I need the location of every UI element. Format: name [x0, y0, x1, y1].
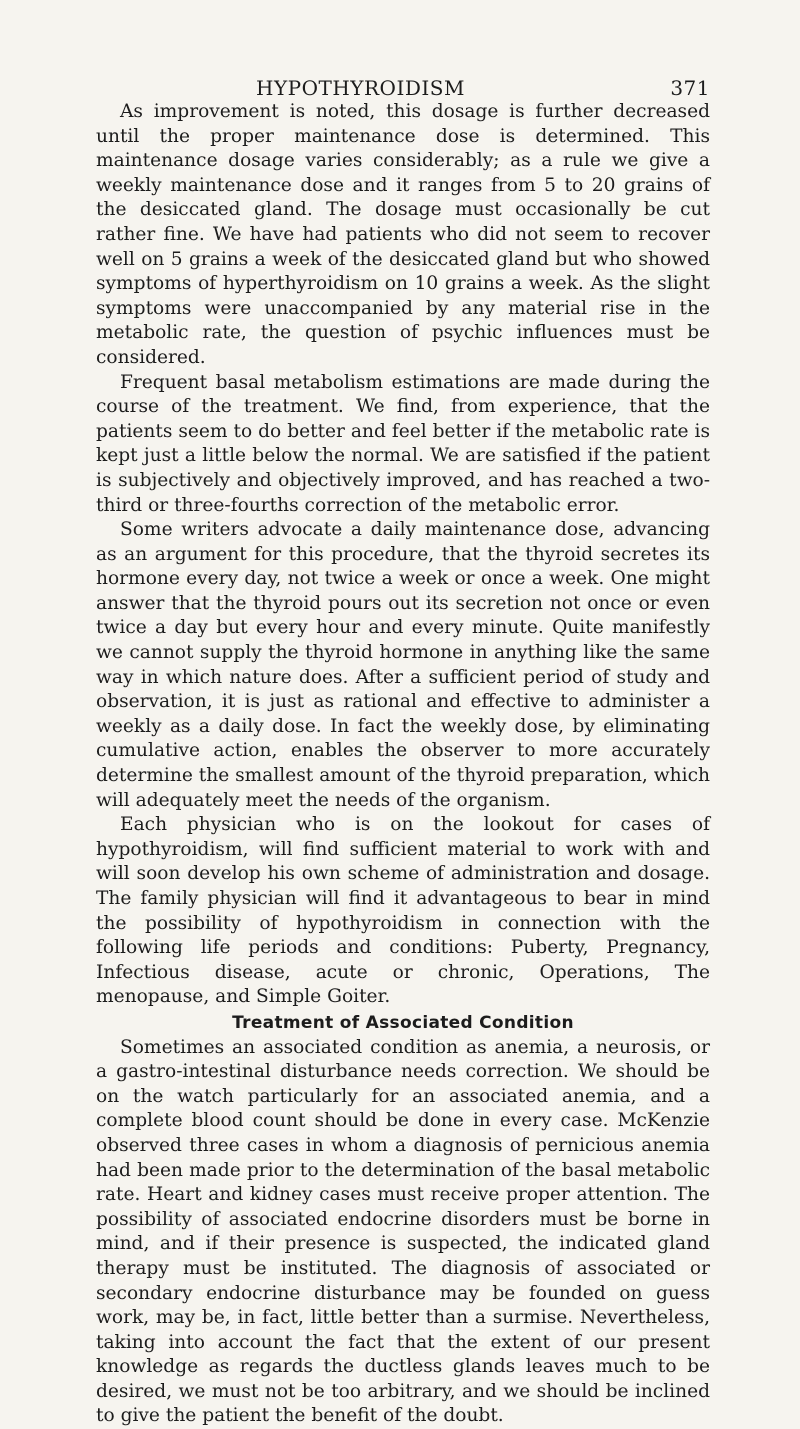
page-number: 371	[670, 76, 710, 100]
paragraph-metabolism-estimations: Frequent basal metabolism estimations are made during the course of the treatment. We find, from experience, that the patients seem to do better and feel better if the metabolic rate is kept just a little below the normal. We are satisfied if the patient is subjectively and objectively improved, and has reached a two-third or three-fourths correction of the metabolic error.	[96, 371, 710, 516]
running-title: HYPOTHYROIDISM	[256, 76, 465, 100]
section-heading: Treatment of Associated Condition	[232, 1012, 574, 1033]
paragraph-maintenance-dose: As improvement is noted, this dosage is further decreased until the proper maintenance dose is determined. This maintenance dosage varies considerably; as a rule we give a weekly maintenance dose and it ranges from 5 to 20 grains of the desiccated gland. The dosage must occasionally be cut rather fine. We have had patients who did not seem to recover well on 5 grains a week of the desiccated gland but who showed symptoms of hyperthyroidism on 10 grains a week. As the slight symptoms were unaccompanied by any material rise in the metabolic rate, the question of psychic influences must be considered.	[96, 101, 710, 368]
running-head	[96, 76, 710, 102]
paragraph-life-periods: Each physician who is on the lookout for cases of hypothyroidism, will find sufficient material to work with and will soon develop his own scheme of administration and dosage. The family physician will find it advantageous to bear in mind the possibility of hypothyroidism in connection with the following life periods and conditions: Puberty, Pregnancy, Infectious disease, acute or chronic, Operations, The menopause, and Simple Goiter.	[96, 814, 710, 1008]
body-text	[96, 100, 710, 1429]
paragraph-daily-vs-weekly-dose: Some writers advocate a daily maintenance dose, advancing as an argument for this procedure, that the thyroid secretes its hormone every day, not twice a week or once a week. One might answer that the thyroid pours out its secretion not once or even twice a day but every hour and every minute. Quite manifestly we cannot supply the thyroid hormone in anything like the same way in which nature does. After a sufficient period of study and observation, it is just as rational and effective to administer a weekly as a daily dose. In fact the weekly dose, by eliminating cumulative action, enables the observer to more accurately determine the smallest amount of the thyroid preparation, which will adequately meet the needs of the organism.	[96, 519, 710, 811]
paragraph-associated-condition: Sometimes an associated condition as anemia, a neurosis, or a gastro-intestinal disturbance needs correction. We should be on the watch particularly for an associated anemia, and a complete blood count should be done in every case. McKenzie observed three cases in whom a diagnosis of pernicious anemia had been made prior to the determination of the basal metabolic rate. Heart and kidney cases must receive proper attention. The possibility of associated endocrine disorders must be borne in mind, and if their presence is suspected, the indicated gland therapy must be instituted. The diagnosis of associated or secondary endocrine disturbance may be founded on guess work, may be, in fact, little better than a surmise. Nevertheless, taking into account the fact that the extent of our present knowledge as regards the ductless glands leaves much to be desired, we must not be too arbitrary, and we should be inclined to give the patient the benefit of the doubt.	[96, 1036, 710, 1427]
